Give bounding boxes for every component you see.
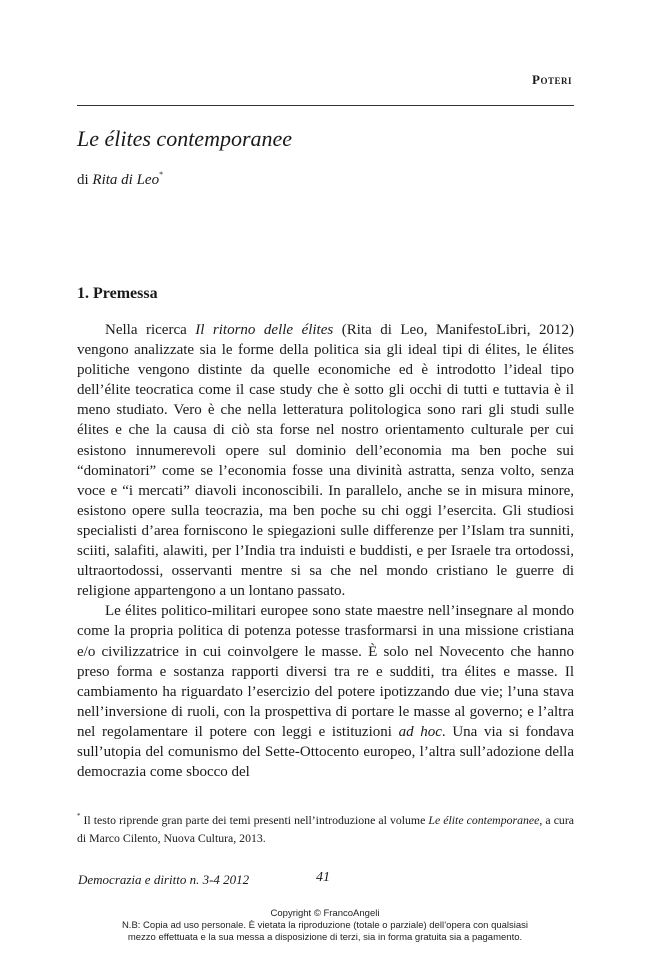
author-name: Rita di Leo bbox=[92, 172, 160, 188]
paragraph-1 bbox=[77, 320, 574, 601]
copyright-line-1: Copyright © FrancoAngeli bbox=[270, 908, 380, 919]
paragraph-1-text-b: (Rita di Leo, ManifestoLibri, 2012) vengono analizzate sia le forme della politica sia gli ideal tipi di élites, le élites politiche vengono distinte da quelle economiche ed è introdotto l’ideal tipo dell’élite teocratica come il case study che è sotto gli occhi di tutti e tuttavia è il meno studiato. Vero è che nella letteratura politologica sono rari gli studi sulle élites e che la causa di ciò sta forse nel nostro orientamento culturale per cui esistono innumerevoli opere sul dominio dell’economia ma ben poche sui “dominatori” come se l’economia fosse una divinità astratta, senza volto, senza voce e “i mercati” diavoli inconoscibili. In parallelo, anche se in misura minore, esistono opere sulla teocrazia, ma ben poche su chi oggi l’esercita. Gli studiosi specialisti d’area forniscono le spiegazioni sulle differenze per l’Islam tra sunniti, sciiti, salafiti, alawiti, per l’India tra induisti e buddisti, e per Israele tra ortodossi, ultraortodossi, osservanti mentre si sa che nel mondo cristiano le guerre di religione appartengono a un lontano passato. bbox=[77, 322, 574, 600]
header-rule bbox=[77, 105, 574, 106]
section-label: Poteri bbox=[532, 72, 572, 87]
paragraph-2-text-a: Le élites politico-militari europee sono state maestre nell’insegnare al mondo come la propria politica di potenza potesse trasformarsi in una missione cristiana e/o civilizzatrice in cui coinvolgere le masse. È solo nel Novecento che hanno preso forma e sostanza rapporti diversi tra re e sudditi, tra élites e masse. Il cambiamento ha riguardato l’esercizio del potere ipotizzando due vie; l’una stava nell’inversione di ruoli, con la prospettiva di portare le masse al governo; e l’altra nel regolamentare il potere con leggi e istituzioni bbox=[77, 603, 574, 740]
byline-prefix: di bbox=[77, 172, 89, 188]
byline bbox=[77, 170, 163, 189]
journal-citation: Democrazia e diritto n. 3-4 2012 bbox=[78, 872, 250, 887]
paragraph-2-text-b: . Una via si fondava sull’utopia del comunismo del Sette-Ottocento europeo, l’altra sull’adozione della democrazia come sbocco del bbox=[77, 723, 574, 781]
footnote-text-b: , a cura di Marco Cilento, Nuova Cultura, 2013. bbox=[77, 813, 574, 845]
article-body bbox=[77, 320, 574, 782]
section-heading: 1. Premessa bbox=[77, 285, 158, 302]
copyright-notice bbox=[0, 908, 650, 944]
paragraph-1-text-a: Nella ricerca bbox=[105, 322, 196, 338]
copyright-line-2: N.B: Copia ad uso personale. È vietata la riproduzione (totale o parziale) dell’opera con qualsiasi bbox=[121, 920, 529, 931]
footnote-text-a: Il testo riprende gran parte dei temi presenti nell’introduzione al volume bbox=[83, 813, 429, 827]
ad-hoc-term: ad hoc bbox=[398, 723, 442, 740]
footnote-volume-title: Le élite contemporanee bbox=[428, 813, 540, 827]
article-title: Le élites contemporanee bbox=[77, 126, 293, 151]
author-note-mark: * bbox=[159, 170, 164, 179]
copyright-line-3: mezzo effettuata e la sua messa a disposizione di terzi, sia in forma gratuita sia a pagamento. bbox=[127, 932, 523, 943]
cited-book-title: Il ritorno delle élites bbox=[195, 322, 334, 338]
paragraph-2 bbox=[77, 601, 574, 782]
page-number: 41 bbox=[316, 870, 330, 885]
footnote-mark: * bbox=[77, 812, 81, 820]
footnote bbox=[77, 807, 574, 847]
